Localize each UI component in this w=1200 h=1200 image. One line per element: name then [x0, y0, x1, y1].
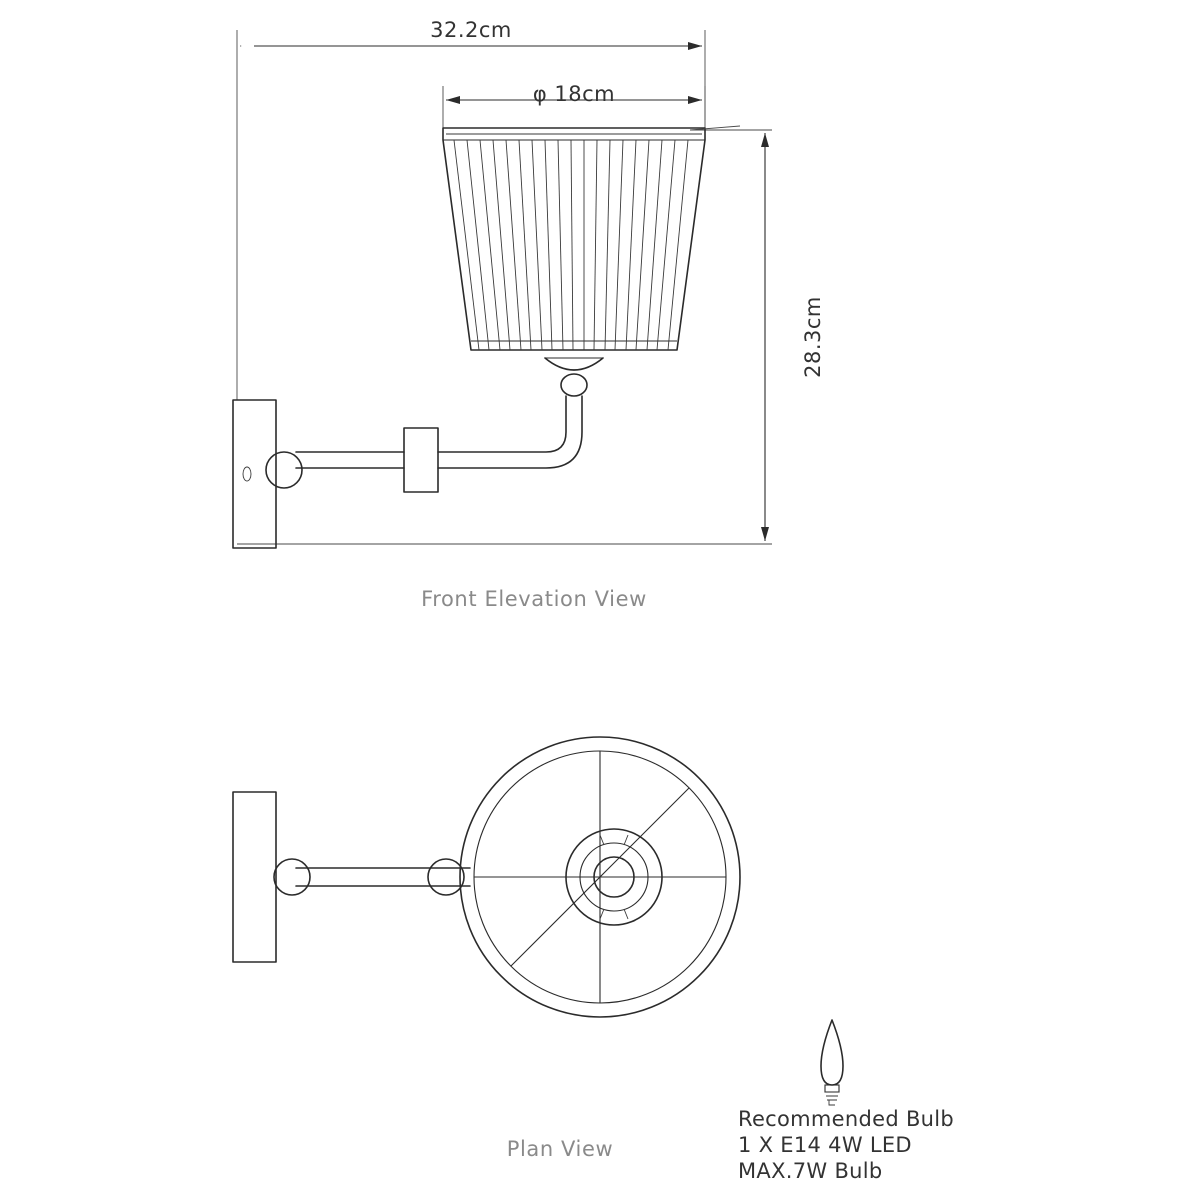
text-layer [421, 18, 954, 1183]
height-dimension-extension-lines [237, 130, 772, 544]
front-elevation-group [233, 30, 772, 548]
overall-width-dimension [240, 42, 702, 50]
shade-holder [545, 358, 603, 396]
swing-arm-front [266, 396, 582, 492]
plan-view-group [233, 737, 740, 1017]
plan-arm [274, 859, 470, 895]
shade-diameter-label: φ 18cm [532, 82, 616, 106]
overall-width-label: 32.2cm [430, 18, 512, 42]
wall-plate-plan [233, 792, 276, 962]
shade-pleat-lines [454, 140, 688, 350]
wall-plate-front [233, 400, 276, 548]
lamp-shade-front [443, 126, 740, 350]
plan-spokes [474, 751, 726, 1003]
front-view-label: Front Elevation View [421, 587, 647, 611]
overall-height-label: 28.3cm [801, 296, 825, 378]
candle-bulb-icon [821, 1020, 843, 1105]
bulb-line-1: 1 X E14 4W LED [738, 1133, 912, 1157]
bulb-line-2: MAX.7W Bulb [738, 1159, 883, 1183]
bulb-title: Recommended Bulb [738, 1107, 955, 1131]
overall-height-dimension [761, 133, 769, 541]
plan-view-label: Plan View [506, 1137, 614, 1161]
